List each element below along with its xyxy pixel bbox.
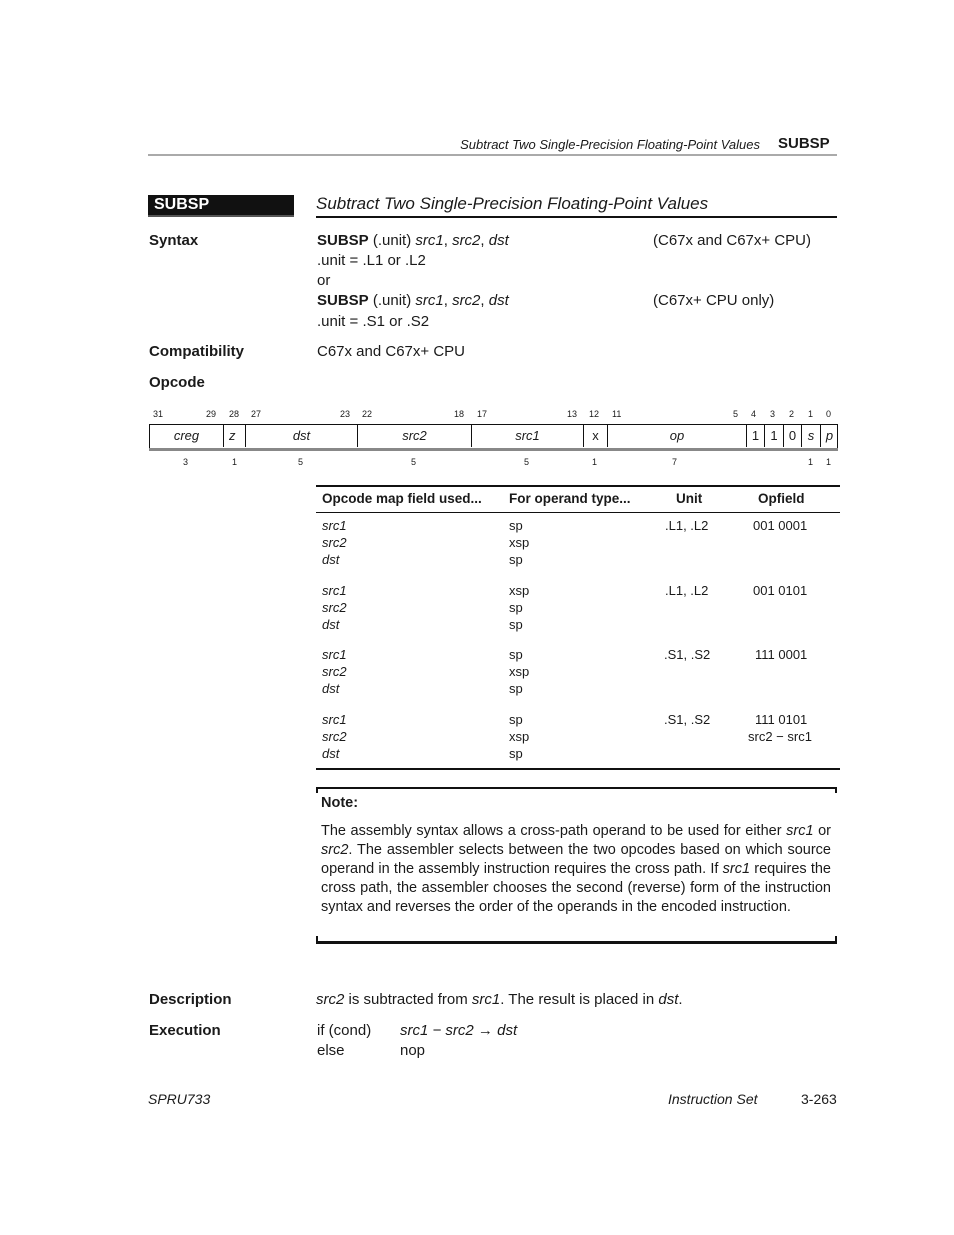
description-term: src2 [316, 991, 345, 1008]
description-label: Description [149, 991, 232, 1008]
note-text: . The assembler selects between the two opcodes based on which source operand in the assembly instruction requires the cross path. If [321, 842, 831, 877]
title-rule [316, 216, 837, 218]
bit-number: 27 [251, 409, 262, 419]
execution-nop: nop [400, 1042, 426, 1059]
description-term: dst [658, 991, 679, 1008]
map-unit: .L1, .L2 [665, 583, 709, 598]
syntax-src2: src2 [452, 232, 481, 249]
map-field: dst [322, 681, 340, 696]
map-field: src1 [322, 712, 347, 727]
bit-number: 22 [362, 409, 373, 419]
map-type: sp [509, 746, 523, 761]
map-field: dst [322, 617, 340, 632]
bit-number: 23 [340, 409, 351, 419]
map-type: sp [509, 681, 523, 696]
description-text [316, 991, 683, 1008]
field-width: 1 [592, 457, 598, 467]
field-width: 5 [411, 457, 417, 467]
footer-section: Instruction Set [668, 1091, 758, 1107]
execution-expression: src1 − src2 → dst [400, 1022, 518, 1039]
description-fragment: . [678, 991, 683, 1008]
map-opfield: 001 0001 [753, 518, 808, 533]
field-width: 5 [524, 457, 530, 467]
syntax-unit-2: .unit = .S1 or .S2 [317, 313, 430, 330]
syntax-sep: , [443, 292, 453, 309]
opcode-label: Opcode [149, 374, 205, 391]
map-field: dst [322, 746, 340, 761]
note-corner [835, 787, 837, 793]
execution-label: Execution [149, 1022, 221, 1039]
map-field: src2 [322, 535, 347, 550]
footer-page-number: 3-263 [801, 1091, 837, 1107]
map-opfield: 111 0001 [755, 647, 808, 662]
bit-number: 13 [567, 409, 578, 419]
map-type: sp [509, 600, 523, 615]
field-src1: src1 [472, 425, 584, 447]
bit-number: 11 [612, 409, 622, 419]
note-term: src1 [722, 861, 751, 877]
bit-number: 0 [826, 409, 832, 419]
table-header-unit: Unit [676, 491, 703, 506]
description-fragment: is subtracted from [344, 991, 472, 1008]
note-text: The assembly syntax allows a cross-path operand to be used for either [321, 823, 787, 839]
field-op: op [608, 425, 747, 447]
note-text: requires the cross path, the assembler chooses the second (reverse) form of the instruction syntax and reverses the order of the operands in the encoded instruction. [321, 861, 832, 915]
map-opfield: 001 0101 [753, 583, 808, 598]
field-bit-3: 1 [765, 425, 784, 447]
syntax-dst: dst [488, 292, 509, 309]
bit-number: 31 [153, 409, 164, 419]
syntax-cpu-1: (C67x and C67x+ CPU) [653, 232, 811, 249]
map-type: sp [509, 647, 523, 662]
bit-number: 5 [733, 409, 739, 419]
table-bottom-rule [316, 768, 840, 770]
header-rule [148, 154, 837, 156]
map-field: src2 [322, 600, 347, 615]
footer-doc-id: SPRU733 [148, 1091, 211, 1107]
map-field: src2 [322, 664, 347, 679]
bit-number: 18 [454, 409, 465, 419]
note-body [321, 822, 831, 917]
instruction-mnemonic-box: SUBSP [148, 195, 294, 217]
bit-number: 29 [206, 409, 217, 419]
note-top-rule [316, 787, 837, 789]
field-row-underline [149, 448, 838, 451]
execution-else: else [317, 1042, 345, 1059]
map-field: src2 [322, 729, 347, 744]
bit-number: 1 [808, 409, 814, 419]
execution-if: if (cond) [317, 1022, 372, 1039]
map-unit: .L1, .L2 [665, 518, 709, 533]
syntax-line-2 [317, 292, 509, 309]
table-header-rule [316, 512, 840, 513]
syntax-mnemonic: SUBSP [317, 292, 369, 309]
map-type: sp [509, 617, 523, 632]
map-type: sp [509, 712, 523, 727]
table-header-field: Opcode map field used... [322, 491, 482, 506]
syntax-src1: src1 [415, 292, 444, 309]
syntax-unit: (.unit) [368, 232, 416, 249]
description-fragment: . The result is placed in [500, 991, 659, 1008]
running-header-mnemonic: SUBSP [778, 135, 830, 152]
table-header-opfield: Opfield [758, 491, 805, 506]
compatibility-label: Compatibility [149, 343, 245, 360]
note-heading: Note: [321, 795, 359, 811]
bit-number: 28 [229, 409, 240, 419]
map-opfield: 111 0101 [755, 712, 808, 727]
compatibility-value: C67x and C67x+ CPU [317, 343, 465, 360]
map-field: src1 [322, 583, 347, 598]
syntax-src1: src1 [415, 232, 444, 249]
map-field: src1 [322, 518, 347, 533]
note-corner [835, 936, 837, 944]
syntax-dst: dst [488, 232, 509, 249]
map-opfield-extra: src2 − src1 [748, 729, 812, 744]
syntax-sep: , [480, 232, 489, 249]
table-row-types [509, 646, 529, 697]
field-z: z [224, 425, 246, 447]
field-width: 7 [672, 457, 678, 467]
map-field: src1 [322, 647, 347, 662]
map-field: dst [322, 552, 340, 567]
instruction-title: Subtract Two Single-Precision Floating-Point Values [316, 194, 709, 213]
table-row [322, 582, 347, 633]
table-header-type: For operand type... [509, 491, 631, 506]
field-p: p [825, 428, 834, 443]
syntax-sep: , [480, 292, 489, 309]
field-width: 5 [298, 457, 304, 467]
table-row-types [509, 711, 529, 762]
note-bottom-rule [316, 941, 837, 944]
map-unit: .S1, .S2 [664, 647, 711, 662]
syntax-line-1 [317, 232, 509, 249]
note-term: src1 [786, 823, 814, 839]
note-corner [316, 787, 318, 793]
syntax-cpu-2: (C67x+ CPU only) [653, 292, 775, 309]
map-unit: .S1, .S2 [664, 712, 711, 727]
bit-number: 17 [477, 409, 488, 419]
table-row [322, 646, 347, 697]
field-src2: src2 [358, 425, 472, 447]
syntax-mnemonic: SUBSP [317, 232, 369, 249]
field-creg: creg [150, 425, 224, 447]
syntax-or: or [317, 272, 331, 289]
field-bit-4: 1 [747, 425, 765, 447]
field-bit-2: 0 [784, 425, 802, 447]
field-s: s [802, 425, 821, 447]
syntax-unit: (.unit) [368, 292, 416, 309]
bit-number: 3 [770, 409, 776, 419]
note-text: or [813, 823, 831, 839]
map-type: xsp [509, 664, 530, 679]
syntax-label: Syntax [149, 232, 199, 249]
running-header-title: Subtract Two Single-Precision Floating-Point Values [460, 137, 760, 152]
field-width: 3 [183, 457, 189, 467]
table-row-types [509, 582, 529, 633]
syntax-unit-1: .unit = .L1 or .L2 [317, 252, 426, 269]
syntax-src2: src2 [452, 292, 481, 309]
map-type: xsp [509, 583, 530, 598]
note-term: src2 [321, 842, 349, 858]
opcode-field-row [149, 424, 838, 449]
bit-number: 4 [751, 409, 757, 419]
field-width: 1 [826, 457, 832, 467]
map-type: xsp [509, 535, 530, 550]
field-dst: dst [246, 425, 358, 447]
description-term: src1 [471, 991, 501, 1008]
map-type: xsp [509, 729, 530, 744]
map-type: sp [509, 552, 523, 567]
map-type: sp [509, 518, 523, 533]
note-corner [316, 936, 318, 944]
table-row [322, 711, 347, 762]
table-row-types [509, 517, 529, 568]
field-width: 1 [232, 457, 238, 467]
bit-number: 12 [589, 409, 600, 419]
table-row [322, 517, 347, 568]
bit-number: 2 [789, 409, 795, 419]
field-x: x [584, 425, 608, 447]
field-width: 1 [808, 457, 814, 467]
syntax-sep: , [443, 232, 453, 249]
table-top-rule [316, 485, 840, 487]
